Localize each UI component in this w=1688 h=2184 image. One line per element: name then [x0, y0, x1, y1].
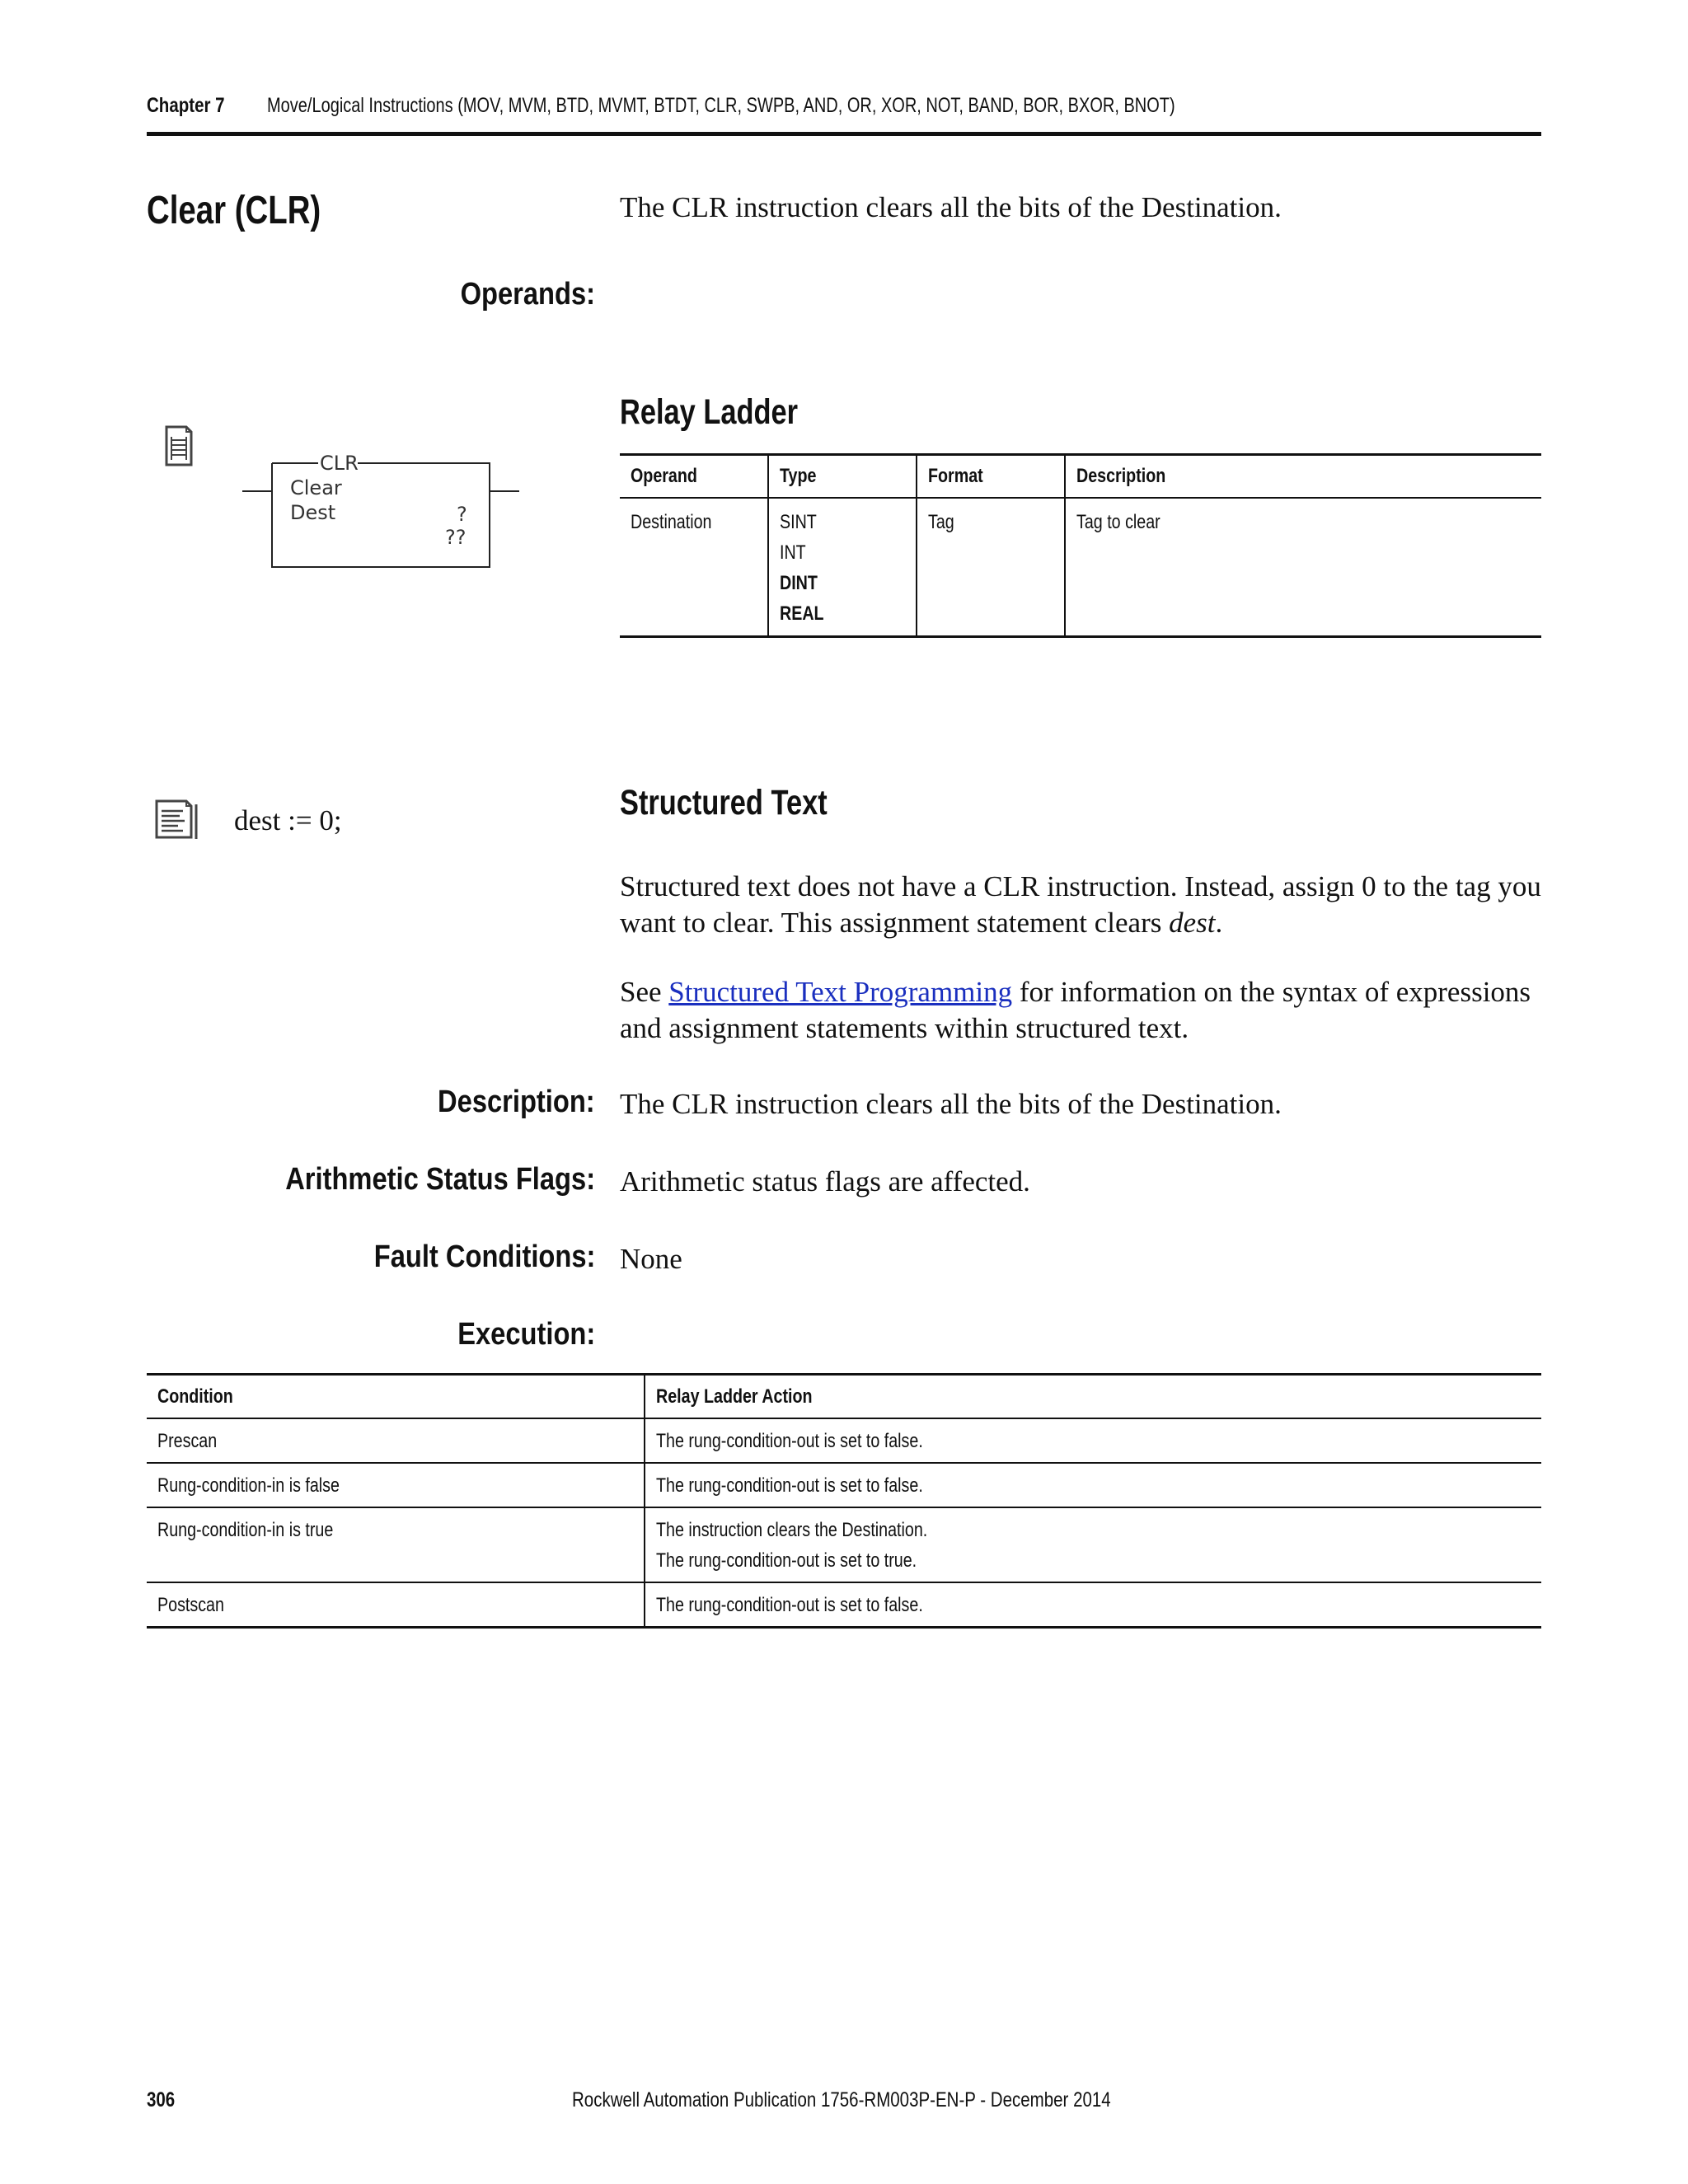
cell-action: The rung-condition-out is set to false. [645, 1463, 1541, 1507]
col-format: Format [917, 455, 1065, 498]
operand-table-header [620, 455, 1541, 498]
clr-instruction-block [239, 452, 528, 575]
col-condition: Condition [147, 1375, 645, 1419]
structured-text-para-2: See Structured Text Programming for information on the syntax of expressions and assignment statements within structured text. [620, 976, 1531, 1044]
dest-emphasis: dest [1169, 907, 1216, 939]
cell-condition: Prescan [147, 1418, 645, 1463]
cell-description: Tag to clear [1065, 498, 1541, 637]
structured-text-para-1: Structured text does not have a CLR instruction. Instead, assign 0 to the tag you want to clear. This assignment statement clears dest. [620, 870, 1541, 939]
relay-ladder-heading: Relay Ladder [620, 392, 799, 432]
col-description: Description [1065, 455, 1541, 498]
cell-operand: Destination [631, 510, 712, 533]
cell-format: Tag [917, 498, 1065, 637]
table-row [620, 498, 1541, 637]
table-row [147, 1507, 1541, 1582]
description-heading: Description: [438, 1085, 595, 1119]
arithmetic-status-text: Arithmetic status flags are affected. [620, 1165, 1030, 1197]
header-rule [147, 132, 1541, 136]
cell-action: The rung-condition-out is set to false. [645, 1582, 1541, 1628]
fault-conditions-text: None [620, 1243, 682, 1275]
arithmetic-status-heading: Arithmetic Status Flags: [285, 1162, 595, 1197]
execution-table-header [147, 1375, 1541, 1419]
cell-condition: Postscan [157, 1594, 224, 1616]
table-row [147, 1418, 1541, 1463]
chapter-label: Chapter 7 [147, 94, 225, 117]
execution-table [147, 1373, 1541, 1629]
block-value-tag: ? [457, 503, 467, 526]
cell-action: The rung-condition-out is set to false. [645, 1418, 1541, 1463]
col-operand: Operand [631, 465, 697, 488]
chapter-title: Move/Logical Instructions (MOV, MVM, BTD, MVMT, BTDT, CLR, SWPB, AND, OR, XOR, NOT, BAND, BOR, BXOR, BNOT) [267, 94, 1175, 117]
block-value: ?? [445, 526, 467, 549]
operands-heading: Operands: [460, 277, 595, 312]
relay-ladder-icon [162, 424, 203, 470]
table-row [147, 1582, 1541, 1628]
description-text: The CLR instruction clears all the bits of the Destination. [620, 1088, 1282, 1120]
block-row-clear: Clear [290, 476, 342, 499]
table-row [147, 1463, 1541, 1507]
block-name: CLR [320, 452, 359, 475]
section-intro: The CLR instruction clears all the bits of the Destination. [620, 191, 1282, 223]
structured-text-icon [153, 798, 203, 844]
publication-info: Rockwell Automation Publication 1756-RM003P-EN-P - December 2014 [572, 2088, 1111, 2111]
structured-text-heading: Structured Text [620, 783, 828, 823]
cell-condition: Rung-condition-in is false [147, 1463, 645, 1507]
execution-heading: Execution: [457, 1317, 595, 1352]
col-relay-ladder-action: Relay Ladder Action [645, 1375, 1541, 1419]
structured-text-code: dest := 0; [234, 804, 342, 837]
cell-condition: Rung-condition-in is true [147, 1507, 645, 1582]
col-type: Type [768, 455, 917, 498]
fault-conditions-heading: Fault Conditions: [373, 1240, 595, 1274]
page-number: 306 [147, 2088, 176, 2111]
block-row-dest: Dest [290, 501, 336, 524]
section-title: Clear (CLR) [147, 189, 321, 232]
structured-text-programming-link[interactable]: Structured Text Programming [668, 976, 1013, 1008]
cell-action: The instruction clears the Destination. The rung-condition-out is set to true. [645, 1507, 1541, 1582]
cell-types: SINT INT DINT REAL [768, 498, 917, 637]
operand-table [620, 453, 1541, 638]
